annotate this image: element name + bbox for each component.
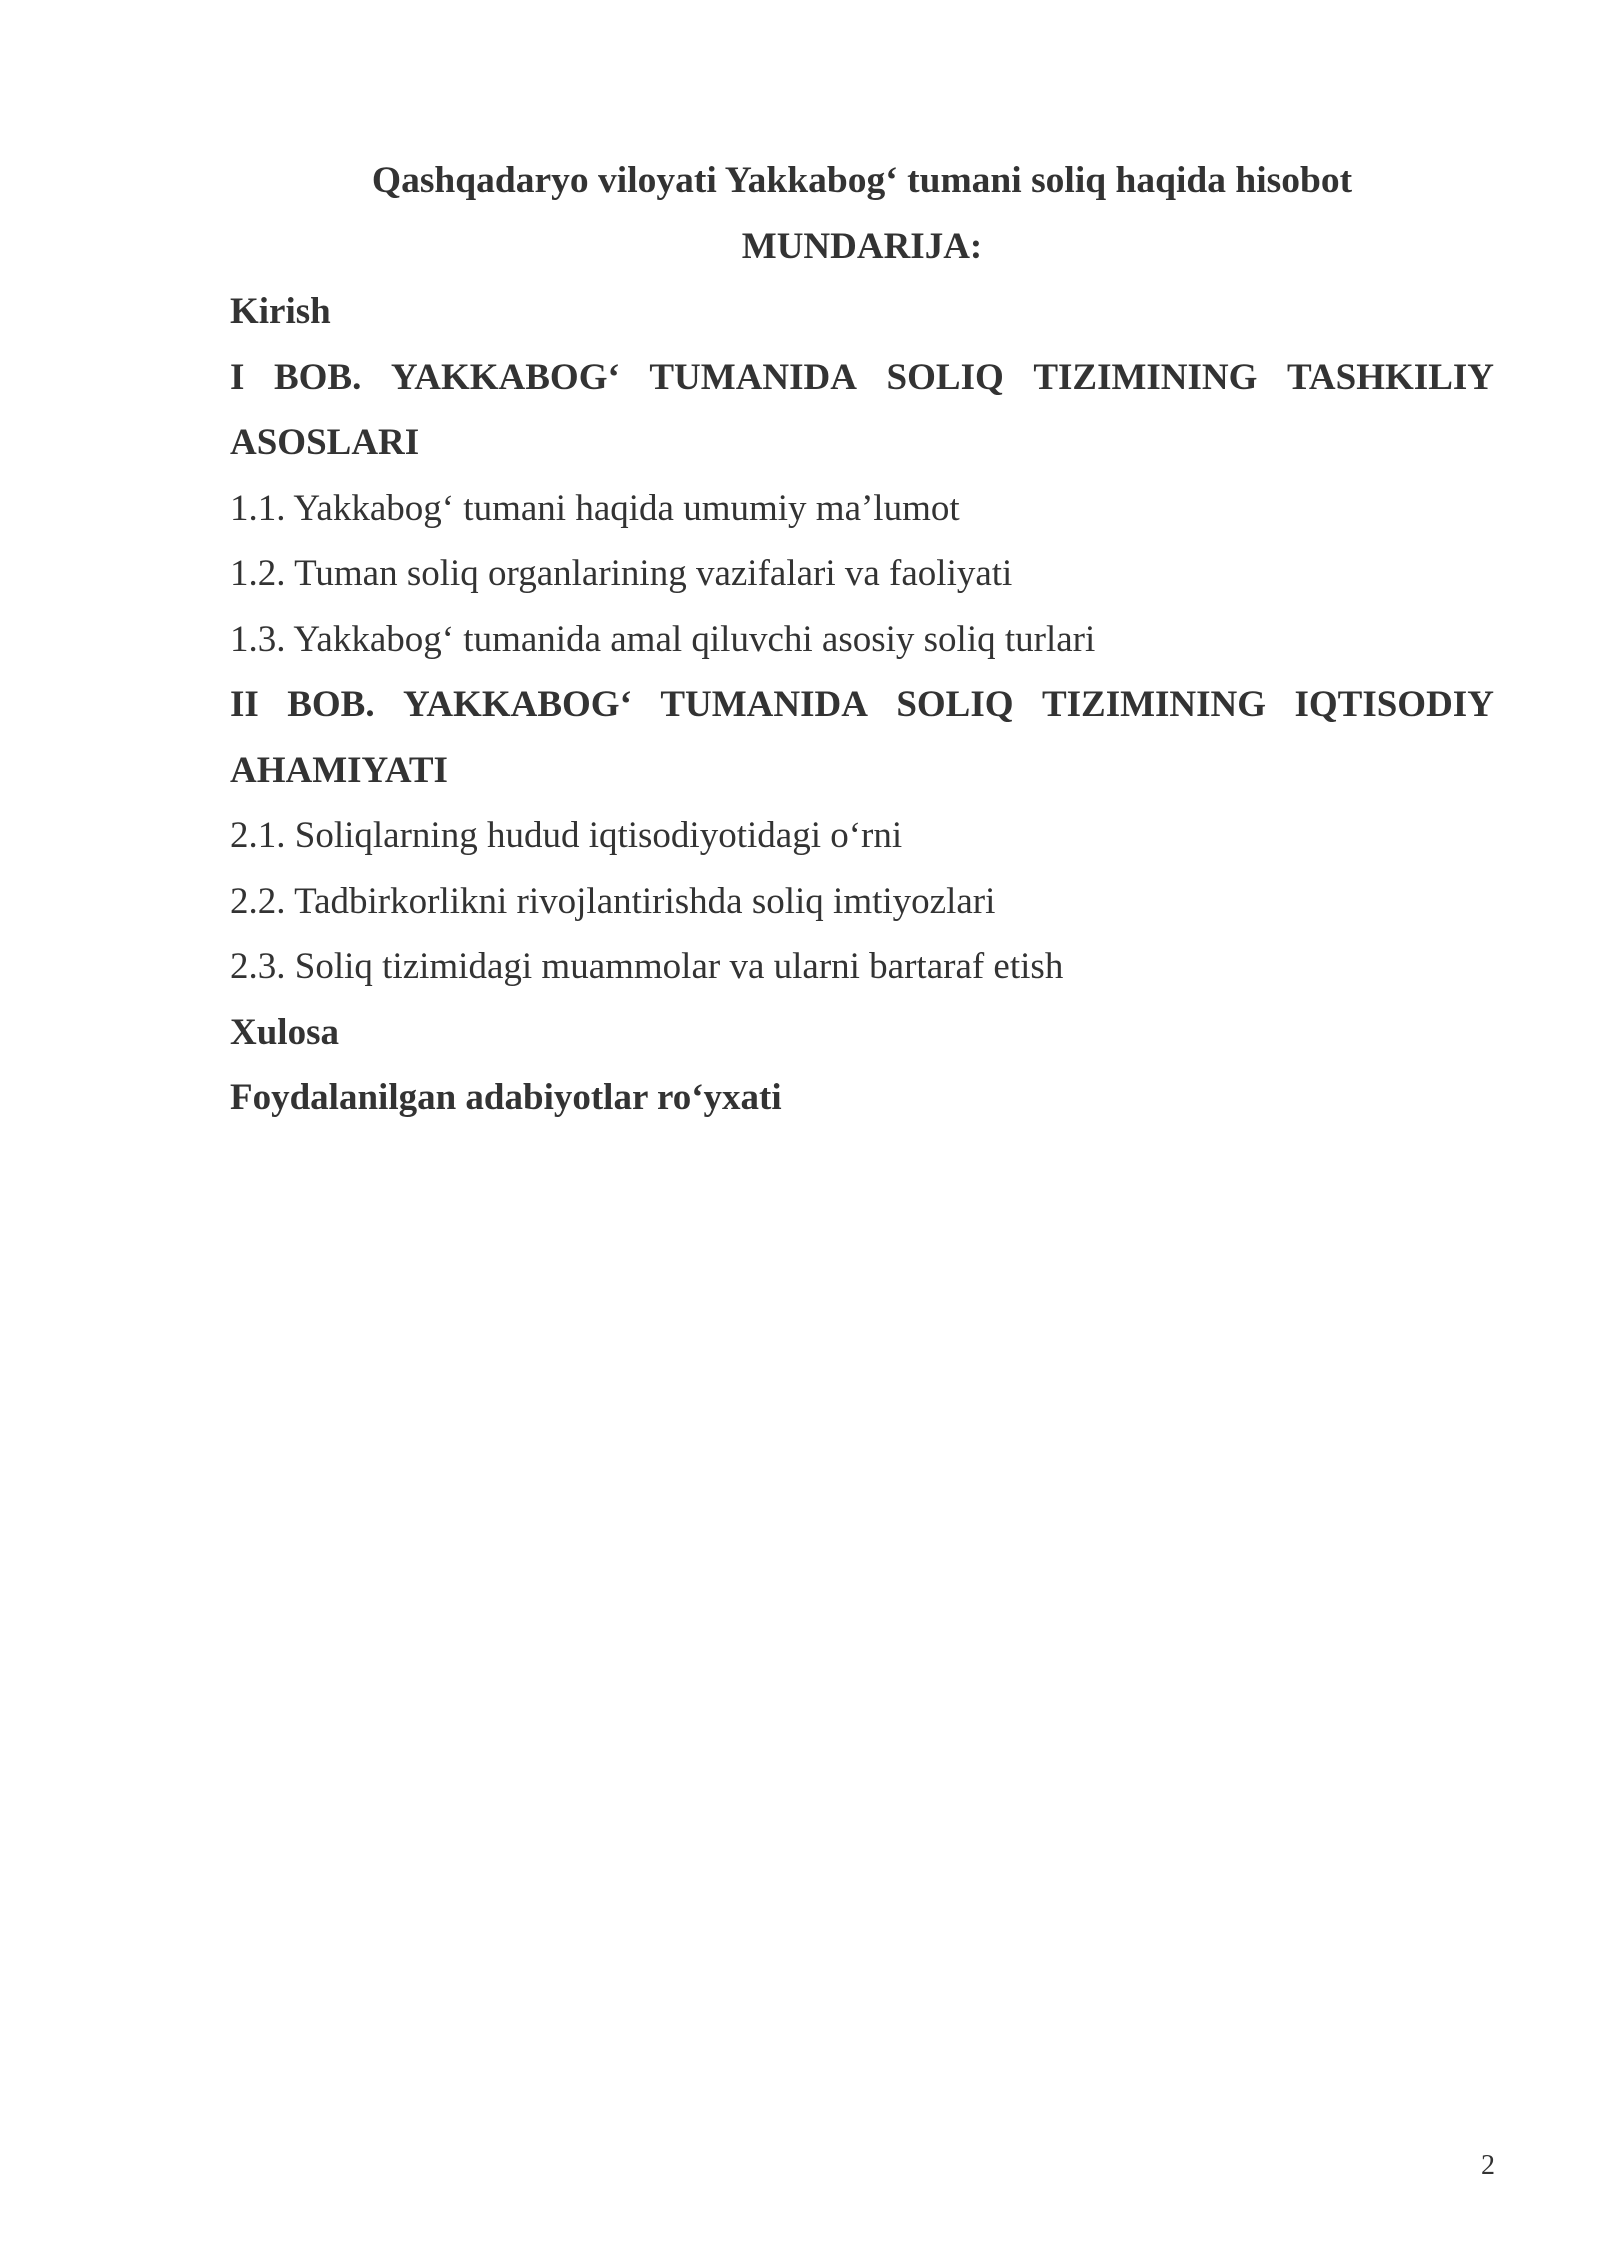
chapter-2-word: SOLIQ: [896, 684, 1014, 725]
toc-chapter-1-continuation: ASOSLARI: [230, 422, 420, 463]
toc-chapter-1-heading: [230, 345, 1494, 411]
chapter-1-word: YAKKABOG‘: [390, 356, 620, 398]
contents-heading: MUNDARIJA:: [741, 225, 983, 267]
chapter-1-word: BOB.: [273, 356, 362, 398]
table-of-contents: [230, 148, 1494, 1131]
toc-section-2-2: 2.2. Tadbirkorlikni rivojlantirishda soliq imtiyozlari: [230, 880, 996, 922]
toc-section-2-3: 2.3. Soliq tizimidagi muammolar va ularni bartaraf etish: [230, 946, 1064, 987]
page-number: 2: [1481, 2150, 1495, 2181]
chapter-1-word: I: [230, 356, 245, 398]
chapter-2-word: BOB.: [287, 684, 375, 725]
toc-section-1-1: 1.1. Yakkabog‘ tumani haqida umumiy ma’lumot: [230, 487, 960, 529]
toc-item-references: Foydalanilgan adabiyotlar ro‘yxati: [230, 1077, 782, 1118]
document-title: Qashqadaryo viloyati Yakkabog‘ tumani soliq haqida hisobot: [371, 160, 1353, 201]
toc-item-intro: Kirish: [230, 291, 331, 332]
chapter-1-word: TIZIMINING: [1033, 356, 1258, 398]
chapter-2-word: TUMANIDA: [660, 684, 868, 725]
chapter-1-word: TASHKILIY: [1287, 356, 1494, 398]
toc-section-2-1: 2.1. Soliqlarning hudud iqtisodiyotidagi o‘rni: [230, 815, 903, 856]
toc-section-1-3: 1.3. Yakkabog‘ tumanida amal qiluvchi asosiy soliq turlari: [230, 618, 1096, 660]
chapter-1-word: TUMANIDA: [649, 356, 857, 398]
chapter-2-word: II: [230, 684, 259, 725]
toc-section-1-2: 1.2. Tuman soliq organlarining vazifalari va faoliyati: [230, 553, 1013, 594]
toc-chapter-2-continuation: AHAMIYATI: [230, 749, 448, 791]
toc-item-conclusion: Xulosa: [230, 1011, 339, 1053]
chapter-2-word: YAKKABOG‘: [403, 684, 632, 725]
chapter-1-word: SOLIQ: [886, 356, 1004, 398]
chapter-2-word: TIZIMINING: [1041, 684, 1267, 725]
chapter-2-word: IQTISODIY: [1294, 684, 1494, 725]
toc-chapter-2-heading: [230, 672, 1494, 738]
